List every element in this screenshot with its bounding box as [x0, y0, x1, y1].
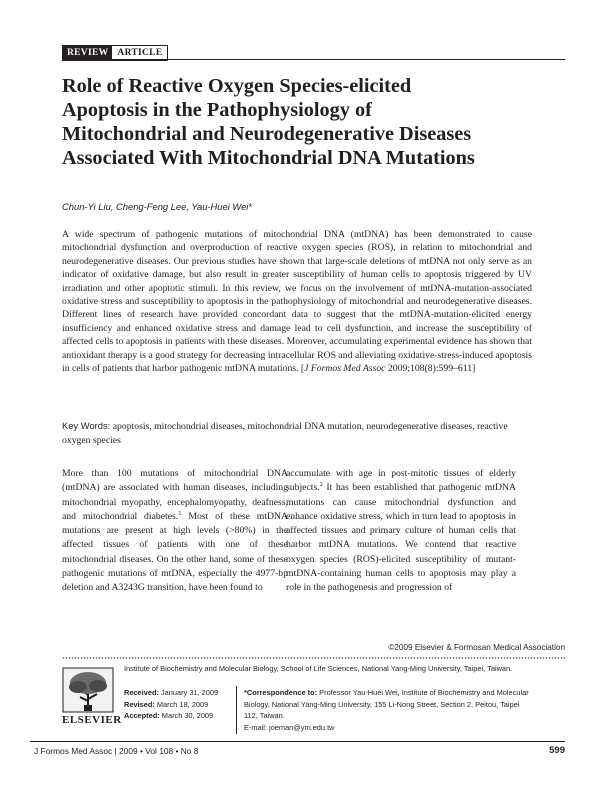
footer-rule	[30, 741, 565, 742]
body-column-left	[62, 467, 288, 596]
revised-date	[124, 699, 218, 711]
body-left-text-cont: Most of these mtDNA mutations are present at high levels (>80%) in the affected tissues of patients with one of these mitochondrial diseases. On the other hand, some of these pathogenic mutations of mtDNA, especially the 4977-bp deletion and A3243G transition, have been found to	[62, 510, 289, 594]
received-date	[124, 687, 218, 699]
review-label: REVIEW	[63, 46, 112, 60]
abstract-text: A wide spectrum of pathogenic mutations of mitochondrial DNA (mtDNA) has been demonstrated to cause mitochondrial dysfunction and overproduction of reactive oxygen species (ROS), in relation to mitochondrial and neurodegenerative diseases. Our previous studies have shown that large-scale deletions of mtDNA not only serve as an indicator of oxidative damage, but also result in greater susceptibility of human cells to apoptosis triggered by UV irradiation and other apoptotic stimuli. In this review, we focus on the involvement of mtDNA-mutation-associated oxidative stress and susceptibility to apoptosis in the pathophysiology of mitochondrial and neurodegenerative diseases. Different lines of research have provided concordant data to suggest that the mtDNA-mutation-elicited energy insufficiency and enhanced oxidative stress and damage lead to cell dysfunction, and increase the susceptibility of affected cells to apoptosis in patients with these diseases. Moreover, accumulating experimental evidence has shown that antioxidant therapy is a good strategy for decreasing intracellular ROS and alleviating oxidative-stress-induced apoptosis in cells of patients that harbor pathogenic mtDNA mutations. [	[62, 229, 532, 375]
reference-marker: 2	[319, 481, 323, 489]
body-column-right	[286, 467, 516, 596]
received-value: January 31, 2009	[160, 688, 219, 697]
revised-value: March 18, 2009	[156, 699, 209, 709]
accepted-value: March 30, 2009	[161, 711, 214, 720]
reference-marker: 1	[178, 509, 182, 517]
article-label: ARTICLE	[117, 48, 163, 58]
copyright-notice: ©2009 Elsevier & Formosan Medical Association	[388, 643, 565, 652]
body-right-text-cont: It has been established that pathogenic mtDNA mutations can cause mitochondrial dysfunction and enhance oxidative stress, which in turn lead to apoptosis in affected tissues and primary culture of human cells that harbor mtDNA mutations. We contend that reactive oxygen species (ROS)-elicited susceptibility of mutant-mtDNA-containing human cells to apoptosis may play a role in the pathogenesis and progression of	[286, 482, 516, 594]
elsevier-wordmark: ELSEVIER	[62, 714, 122, 726]
page-number: 599	[549, 745, 565, 756]
keywords-label: Key Words:	[62, 420, 111, 431]
accepted-label: Accepted:	[124, 711, 160, 720]
body-right-text: accumulate with age in post-mitotic tissues of elderly subjects.	[286, 468, 516, 494]
affiliation: Institute of Biochemistry and Molecular Biology, School of Life Sciences, National Yang-Ming University, Taipei, Taiwan.	[124, 664, 513, 673]
keywords	[62, 419, 532, 448]
article-dates	[124, 687, 218, 722]
correspondence-text: Professor Yau-Huei Wei, Institute of Biochemistry and Molecular Biology, National Yang-Ming University, 155 Li-Nong Street, Section 2, Peitou, Taipei 112, Taiwan.	[244, 688, 529, 720]
received-label: Received:	[124, 688, 159, 697]
revised-label: Revised:	[124, 699, 155, 709]
header-rule	[62, 59, 565, 60]
dotted-divider	[62, 657, 565, 659]
correspondence	[244, 687, 534, 733]
journal-info: J Formos Med Assoc | 2009 • Vol 108 • No 8	[34, 746, 199, 756]
correspondence-label: *Correspondence to:	[244, 688, 318, 697]
accepted-date	[124, 710, 218, 722]
keywords-values: apoptosis, mitochondrial diseases, mitochondrial DNA mutation, neurodegenerative diseases, reactive oxygen species	[62, 421, 508, 446]
correspondence-email: E-mail: joeman@ym.edu.tw	[244, 722, 335, 732]
body-left-text: More than 100 mutations of mitochondrial DNA (mtDNA) are associated with human diseases, including mitochondrial myopathy, encephalomyopathy, deafness, and mitochondrial diabetes.	[62, 468, 288, 522]
abstract	[62, 228, 532, 375]
article-title: Role of Reactive Oxygen Species-elicited Apoptosis in the Pathophysiology of Mitochondrial and Neurodegenerative Diseases Associated With Mitochondrial DNA Mutations	[62, 75, 475, 169]
vertical-divider	[236, 686, 237, 734]
abstract-citation-journal: J Formos Med Assoc	[304, 363, 386, 375]
author-list: Chun-Yi Liu, Cheng-Feng Lee, Yau-Huei Wei*	[62, 201, 253, 212]
abstract-citation-details: 2009;108(8):599–611]	[387, 363, 476, 375]
